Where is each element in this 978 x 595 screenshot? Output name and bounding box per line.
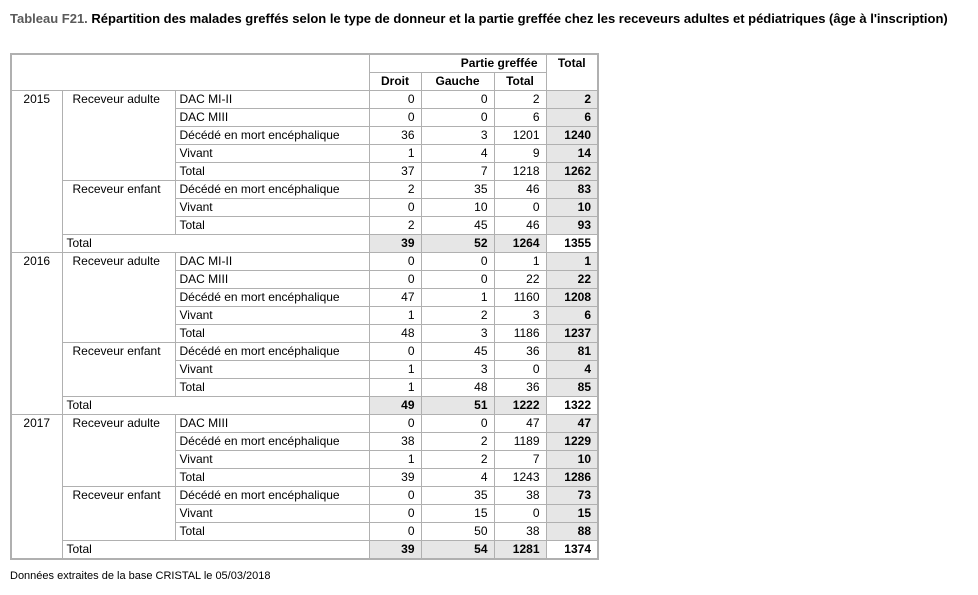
year-total-grand: 1374 (546, 541, 598, 560)
value-total: 46 (494, 217, 546, 235)
value-droit: 1 (369, 307, 421, 325)
year-total-droit: 39 (369, 235, 421, 253)
value-grand-total: 83 (546, 181, 598, 199)
value-droit: 1 (369, 451, 421, 469)
value-total: 3 (494, 307, 546, 325)
table-row (11, 181, 598, 199)
value-grand-total: 2 (546, 91, 598, 109)
donor-type: DAC MI-II (175, 91, 369, 109)
recipient-group: Receveur enfant (62, 181, 175, 235)
value-droit: 0 (369, 415, 421, 433)
year-total-grand: 1355 (546, 235, 598, 253)
donor-type: Total (175, 217, 369, 235)
year-total-row (11, 541, 598, 560)
table-row (11, 343, 598, 361)
year-total-label: Total (62, 541, 369, 560)
value-droit: 0 (369, 343, 421, 361)
value-droit: 1 (369, 145, 421, 163)
year-cell: 2017 (11, 415, 62, 560)
table-caption: Répartition des malades greffés selon le type de donneur et la partie greffée chez les receveurs adultes et pédiatriques (âge à l'inscription) (87, 11, 948, 26)
donor-type: DAC MIII (175, 415, 369, 433)
donor-type: Total (175, 325, 369, 343)
donor-type: Total (175, 163, 369, 181)
value-total: 7 (494, 451, 546, 469)
donor-type: Décédé en mort encéphalique (175, 487, 369, 505)
value-grand-total: 10 (546, 199, 598, 217)
value-droit: 0 (369, 109, 421, 127)
value-grand-total: 47 (546, 415, 598, 433)
value-grand-total: 1208 (546, 289, 598, 307)
value-total: 0 (494, 505, 546, 523)
table-row (11, 91, 598, 109)
value-droit: 47 (369, 289, 421, 307)
value-gauche: 2 (421, 451, 494, 469)
value-gauche: 0 (421, 109, 494, 127)
value-grand-total: 1240 (546, 127, 598, 145)
value-gauche: 45 (421, 217, 494, 235)
year-cell: 2016 (11, 253, 62, 415)
value-grand-total: 10 (546, 451, 598, 469)
value-droit: 0 (369, 91, 421, 109)
year-total-droit: 49 (369, 397, 421, 415)
value-grand-total: 14 (546, 145, 598, 163)
year-cell: 2015 (11, 91, 62, 253)
value-grand-total: 1237 (546, 325, 598, 343)
recipient-group: Receveur enfant (62, 487, 175, 541)
value-grand-total: 85 (546, 379, 598, 397)
value-gauche: 4 (421, 145, 494, 163)
value-gauche: 3 (421, 361, 494, 379)
value-total: 1189 (494, 433, 546, 451)
year-total-grand: 1322 (546, 397, 598, 415)
value-gauche: 2 (421, 433, 494, 451)
year-total-total: 1222 (494, 397, 546, 415)
year-total-row (11, 397, 598, 415)
value-total: 6 (494, 109, 546, 127)
value-gauche: 3 (421, 127, 494, 145)
value-total: 2 (494, 91, 546, 109)
value-total: 36 (494, 343, 546, 361)
value-droit: 39 (369, 469, 421, 487)
value-gauche: 0 (421, 415, 494, 433)
recipient-group: Receveur enfant (62, 343, 175, 397)
donor-type: Vivant (175, 199, 369, 217)
value-grand-total: 6 (546, 109, 598, 127)
value-droit: 1 (369, 379, 421, 397)
header-corner (11, 54, 369, 91)
value-gauche: 7 (421, 163, 494, 181)
value-droit: 0 (369, 271, 421, 289)
value-grand-total: 1286 (546, 469, 598, 487)
value-gauche: 0 (421, 253, 494, 271)
source-note: Données extraites de la base CRISTAL le 05/03/2018 (10, 570, 271, 582)
donor-type: Décédé en mort encéphalique (175, 289, 369, 307)
value-gauche: 0 (421, 91, 494, 109)
recipient-group: Receveur adulte (62, 415, 175, 487)
donor-type: DAC MIII (175, 271, 369, 289)
recipient-group: Receveur adulte (62, 91, 175, 181)
value-total: 1160 (494, 289, 546, 307)
value-droit: 37 (369, 163, 421, 181)
table-row (11, 487, 598, 505)
value-droit: 2 (369, 181, 421, 199)
value-gauche: 35 (421, 181, 494, 199)
year-total-gauche: 52 (421, 235, 494, 253)
value-total: 38 (494, 487, 546, 505)
value-gauche: 48 (421, 379, 494, 397)
value-total: 1 (494, 253, 546, 271)
value-grand-total: 1262 (546, 163, 598, 181)
header-total: Total (546, 54, 598, 91)
value-total: 38 (494, 523, 546, 541)
value-gauche: 1 (421, 289, 494, 307)
value-gauche: 50 (421, 523, 494, 541)
table-row (11, 253, 598, 271)
value-gauche: 10 (421, 199, 494, 217)
value-droit: 48 (369, 325, 421, 343)
value-droit: 0 (369, 505, 421, 523)
value-total: 1243 (494, 469, 546, 487)
value-grand-total: 1 (546, 253, 598, 271)
recipient-group: Receveur adulte (62, 253, 175, 343)
donor-type: Vivant (175, 307, 369, 325)
value-gauche: 4 (421, 469, 494, 487)
donor-type: Vivant (175, 505, 369, 523)
value-droit: 36 (369, 127, 421, 145)
value-total: 1218 (494, 163, 546, 181)
value-grand-total: 88 (546, 523, 598, 541)
value-grand-total: 6 (546, 307, 598, 325)
value-grand-total: 81 (546, 343, 598, 361)
value-gauche: 45 (421, 343, 494, 361)
graft-distribution-table (10, 53, 599, 560)
year-total-label: Total (62, 235, 369, 253)
value-droit: 0 (369, 487, 421, 505)
value-grand-total: 22 (546, 271, 598, 289)
value-total: 0 (494, 199, 546, 217)
value-total: 22 (494, 271, 546, 289)
value-total: 1201 (494, 127, 546, 145)
donor-type: Total (175, 523, 369, 541)
value-grand-total: 1229 (546, 433, 598, 451)
value-grand-total: 15 (546, 505, 598, 523)
table-number: Tableau F21. (10, 11, 88, 26)
value-total: 36 (494, 379, 546, 397)
value-gauche: 2 (421, 307, 494, 325)
year-total-label: Total (62, 397, 369, 415)
donor-type: Décédé en mort encéphalique (175, 433, 369, 451)
donor-type: Vivant (175, 361, 369, 379)
value-droit: 0 (369, 199, 421, 217)
value-total: 1186 (494, 325, 546, 343)
header-row-1 (11, 54, 598, 73)
value-droit: 0 (369, 523, 421, 541)
table-title (10, 10, 970, 27)
year-total-total: 1264 (494, 235, 546, 253)
year-total-gauche: 54 (421, 541, 494, 560)
donor-type: Vivant (175, 145, 369, 163)
donor-type: Décédé en mort encéphalique (175, 181, 369, 199)
value-droit: 0 (369, 253, 421, 271)
value-total: 0 (494, 361, 546, 379)
value-droit: 2 (369, 217, 421, 235)
value-total: 46 (494, 181, 546, 199)
year-total-total: 1281 (494, 541, 546, 560)
header-gauche: Gauche (421, 73, 494, 91)
donor-type: Décédé en mort encéphalique (175, 343, 369, 361)
value-gauche: 15 (421, 505, 494, 523)
value-droit: 38 (369, 433, 421, 451)
value-gauche: 3 (421, 325, 494, 343)
value-gauche: 0 (421, 271, 494, 289)
value-grand-total: 4 (546, 361, 598, 379)
donor-type: Total (175, 469, 369, 487)
value-gauche: 35 (421, 487, 494, 505)
donor-type: DAC MIII (175, 109, 369, 127)
donor-type: Vivant (175, 451, 369, 469)
header-partie-greffee: Partie greffée (369, 54, 546, 73)
value-grand-total: 93 (546, 217, 598, 235)
donor-type: Total (175, 379, 369, 397)
value-grand-total: 73 (546, 487, 598, 505)
year-total-row (11, 235, 598, 253)
year-total-gauche: 51 (421, 397, 494, 415)
header-sub-total: Total (494, 73, 546, 91)
value-total: 9 (494, 145, 546, 163)
year-total-droit: 39 (369, 541, 421, 560)
table-row (11, 415, 598, 433)
donor-type: Décédé en mort encéphalique (175, 127, 369, 145)
donor-type: DAC MI-II (175, 253, 369, 271)
value-droit: 1 (369, 361, 421, 379)
value-total: 47 (494, 415, 546, 433)
header-droit: Droit (369, 73, 421, 91)
